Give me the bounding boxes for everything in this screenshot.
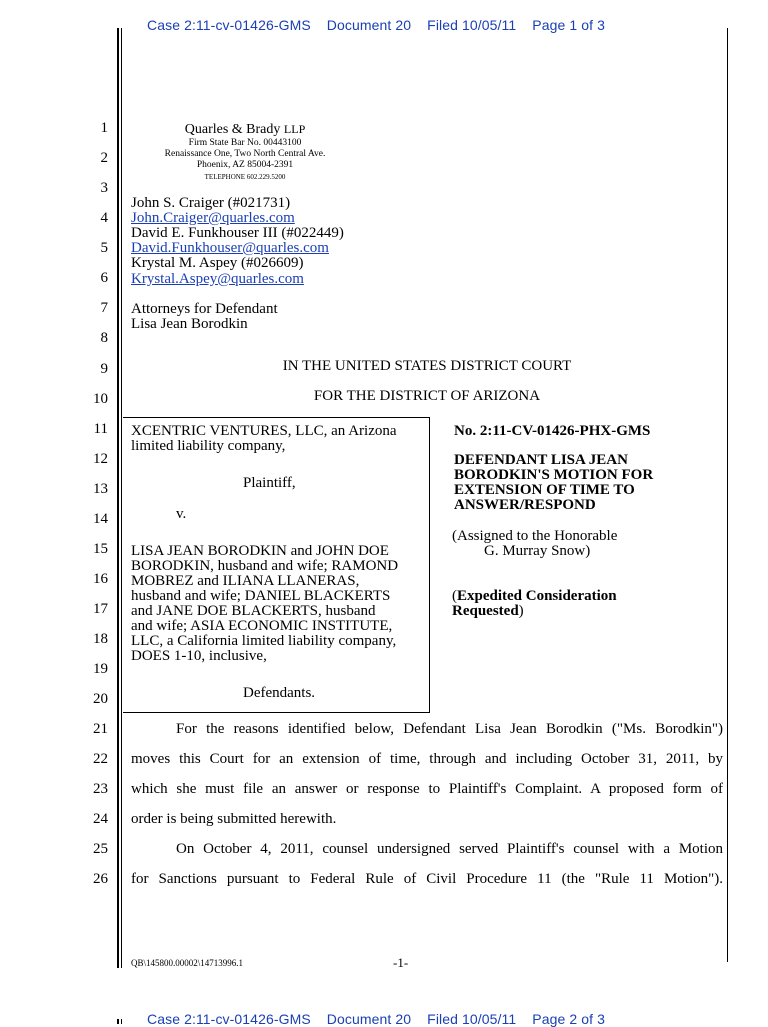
motion-title-line: BORODKIN'S MOTION FOR bbox=[454, 467, 654, 483]
line-number: 8 bbox=[100, 330, 108, 346]
footer-doc-id: QB\145800.00002\14713996.1 bbox=[131, 958, 244, 968]
plaintiff-label: Plaintiff, bbox=[243, 475, 296, 491]
plaintiff-line: XCENTRIC VENTURES, LLC, an Arizona bbox=[131, 423, 397, 439]
defendant-line: husband and wife; DANIEL BLACKERTS bbox=[131, 588, 391, 604]
line-number: 26 bbox=[93, 871, 108, 887]
assigned-judge-line: G. Murray Snow) bbox=[484, 543, 591, 559]
case-number-heading: No. 2:11-CV-01426-PHX-GMS bbox=[454, 423, 651, 439]
left-margin-rule-inner bbox=[121, 28, 122, 968]
line-number: 22 bbox=[93, 751, 108, 767]
line-number: 20 bbox=[93, 691, 108, 707]
line-number: 6 bbox=[100, 270, 108, 286]
versus-label: v. bbox=[176, 506, 187, 522]
line-number: 9 bbox=[100, 361, 108, 377]
firm-name: Quarles & Brady bbox=[184, 122, 281, 137]
defendant-line: LISA JEAN BORODKIN and JOHN DOE bbox=[131, 543, 389, 559]
line-number: 10 bbox=[93, 391, 108, 407]
document-number: Document 20 bbox=[326, 17, 412, 33]
line-number: 5 bbox=[100, 240, 108, 256]
filed-date: Filed 10/05/11 bbox=[427, 1011, 517, 1027]
line-number: 11 bbox=[93, 421, 108, 437]
page-indicator: Page 1 of 3 bbox=[532, 17, 605, 33]
next-page-left-rule bbox=[117, 1019, 119, 1024]
firm-suffix: LLP bbox=[283, 122, 306, 136]
attorney-email-link[interactable]: John.Craiger@quarles.com bbox=[131, 210, 295, 226]
page-indicator: Page 2 of 3 bbox=[532, 1011, 605, 1027]
attorneys-for-line-1: Attorneys for Defendant bbox=[131, 301, 278, 317]
defendant-line: and wife; ASIA ECONOMIC INSTITUTE, bbox=[131, 618, 393, 634]
left-margin-rule-outer bbox=[117, 28, 119, 968]
filed-date: Filed 10/05/11 bbox=[427, 17, 517, 33]
body-line: order is being submitted herewith. bbox=[131, 811, 337, 827]
line-number: 7 bbox=[100, 300, 108, 316]
defendant-label: Defendants. bbox=[243, 685, 316, 701]
attorney-name: Krystal M. Aspey (#026609) bbox=[131, 255, 304, 271]
right-margin-rule bbox=[727, 28, 728, 962]
line-number: 15 bbox=[93, 541, 108, 557]
line-number: 24 bbox=[93, 811, 108, 827]
body-line: For the reasons identified below, Defendant Lisa Jean Borodkin ("Ms. Borodkin") bbox=[176, 721, 723, 737]
next-page-left-rule-inner bbox=[121, 1019, 122, 1024]
line-number: 17 bbox=[93, 601, 108, 617]
expedited-line-1: (Expedited Consideration bbox=[452, 588, 617, 604]
line-number: 19 bbox=[93, 661, 108, 677]
defendant-line: MOBREZ and ILIANA LLANERAS, bbox=[131, 573, 360, 589]
expedited-line-2: Requested) bbox=[452, 603, 524, 619]
line-number: 3 bbox=[100, 180, 108, 196]
defendant-line: BORODKIN, husband and wife; RAMOND bbox=[131, 558, 399, 574]
motion-title-line: DEFENDANT LISA JEAN bbox=[454, 452, 628, 468]
line-number: 14 bbox=[93, 511, 108, 527]
firm-address-line-1: Renaissance One, Two North Central Ave. bbox=[164, 149, 326, 159]
attorney-email-link[interactable]: Krystal.Aspey@quarles.com bbox=[131, 271, 304, 287]
document-number: Document 20 bbox=[326, 1011, 412, 1027]
court-district: FOR THE DISTRICT OF ARIZONA bbox=[313, 388, 541, 404]
body-line: for Sanctions pursuant to Federal Rule of Civil Procedure 11 (the "Rule 11 Motion"). bbox=[131, 871, 723, 887]
defendant-line: LLC, a California limited liability company, bbox=[131, 633, 397, 649]
page-header bbox=[147, 17, 617, 33]
line-number: 23 bbox=[93, 781, 108, 797]
line-number: 1 bbox=[100, 120, 108, 136]
firm-address-line-2: Phoenix, AZ 85004-2391 bbox=[196, 160, 294, 170]
next-page-header bbox=[147, 1011, 617, 1027]
body-line: moves this Court for an extension of time, through and including October 31, 2011, by bbox=[131, 751, 723, 767]
requested-text: Requested bbox=[452, 603, 519, 619]
line-number: 2 bbox=[100, 150, 108, 166]
line-number: 13 bbox=[93, 481, 108, 497]
court-name: IN THE UNITED STATES DISTRICT COURT bbox=[282, 358, 572, 374]
firm-bar-number: Firm State Bar No. 00443100 bbox=[188, 138, 302, 148]
page-gap bbox=[0, 981, 768, 1003]
line-number: 21 bbox=[93, 721, 108, 737]
attorney-email-link[interactable]: David.Funkhouser@quarles.com bbox=[131, 240, 329, 256]
defendant-line: and JANE DOE BLACKERTS, husband bbox=[131, 603, 376, 619]
case-number: Case 2:11-cv-01426-GMS bbox=[147, 1011, 311, 1027]
defendant-line: DOES 1-10, inclusive, bbox=[131, 648, 267, 664]
line-number: 4 bbox=[100, 210, 108, 226]
line-number: 16 bbox=[93, 571, 108, 587]
footer-page-number: -1- bbox=[393, 955, 409, 970]
case-number: Case 2:11-cv-01426-GMS bbox=[147, 17, 311, 33]
line-number: 18 bbox=[93, 631, 108, 647]
plaintiff-line: limited liability company, bbox=[131, 438, 286, 454]
attorney-name: John S. Craiger (#021731) bbox=[131, 195, 291, 211]
firm-telephone: TELEPHONE 602.229.5200 bbox=[204, 173, 286, 181]
firm-block bbox=[140, 121, 350, 182]
assigned-judge-line: (Assigned to the Honorable bbox=[452, 528, 618, 544]
attorneys-for-line-2: Lisa Jean Borodkin bbox=[131, 316, 248, 332]
motion-title-line: ANSWER/RESPOND bbox=[454, 497, 596, 513]
expedited-text: Expedited Consideration bbox=[457, 588, 617, 604]
attorney-name: David E. Funkhouser III (#022449) bbox=[131, 225, 344, 241]
body-line: which she must file an answer or response to Plaintiff's Complaint. A proposed form of bbox=[131, 781, 723, 797]
motion-title-line: EXTENSION OF TIME TO bbox=[454, 482, 635, 498]
line-number: 12 bbox=[93, 451, 108, 467]
body-line: On October 4, 2011, counsel undersigned served Plaintiff's counsel with a Motion bbox=[176, 841, 723, 857]
line-number: 25 bbox=[93, 841, 108, 857]
